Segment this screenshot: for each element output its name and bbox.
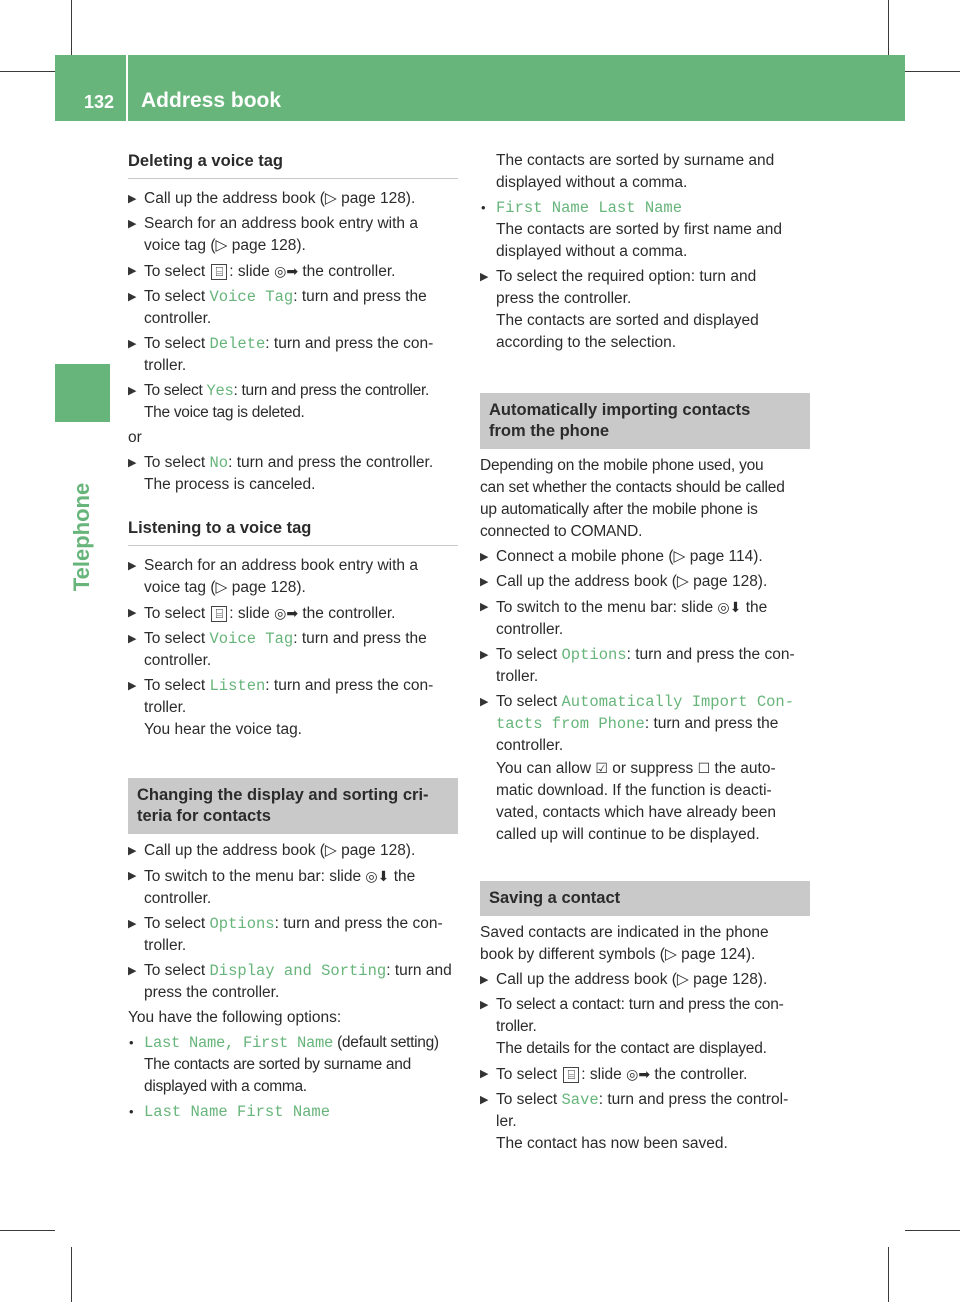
step: ▶ To select ⌸ : slide ◎➡ the controller. (128, 602, 458, 625)
step-arrow-icon: ▶ (128, 918, 137, 930)
down-arrow-icon: ⬇ (729, 599, 742, 615)
step: ▶ To select Voice Tag: turn and press the controller. (128, 288, 427, 327)
section-heading-box: Saving a contact (480, 881, 810, 916)
checkbox-empty-icon: ☐ (697, 760, 711, 776)
step: ▶ To select Listen: turn and press the con- troller. You hear the voice tag. (128, 677, 434, 738)
step-arrow-icon: ▶ (128, 560, 137, 572)
menu-item-code: Options (209, 915, 275, 933)
step: ▶ To switch to the menu bar: slide ◎⬇ the controller. (128, 865, 458, 910)
address-book-icon: ⌸ (211, 264, 227, 280)
bullet-icon: • (481, 200, 486, 215)
menu-item-code: Yes (206, 382, 234, 400)
step-arrow-icon: ▶ (128, 607, 137, 619)
section-heading: Deleting a voice tag (128, 150, 458, 179)
paragraph: Saved contacts are indicated in the phone book by different symbols (▷ page 124). (480, 924, 769, 963)
left-column (128, 150, 458, 1126)
step-arrow-icon: ▶ (128, 633, 137, 645)
menu-item-code: Voice Tag (209, 630, 294, 648)
side-tab (55, 364, 110, 422)
bullet-icon: • (129, 1104, 134, 1119)
options-intro: You have the following options: (128, 1009, 342, 1026)
menu-item-code: Last Name First Name (144, 1103, 331, 1121)
step: ▶ To select ⌸ : slide ◎➡ the controller. (128, 260, 458, 283)
menu-item-code: tacts from Phone (496, 715, 645, 733)
step-arrow-icon: ▶ (128, 870, 137, 882)
or-text: or (128, 429, 142, 446)
controller-icon: ◎ (274, 605, 287, 621)
step-arrow-icon: ▶ (128, 845, 137, 857)
step-arrow-icon: ▶ (128, 457, 137, 469)
right-column (480, 150, 810, 1158)
option-item (128, 1101, 458, 1123)
menu-item-code: First Name Last Name (496, 199, 683, 217)
menu-item-code: Voice Tag (209, 288, 294, 306)
controller-icon: ◎ (717, 599, 730, 615)
menu-item-code: Last Name, First Name (144, 1034, 334, 1052)
paragraph: The contacts are sorted by surname and displayed without a comma. (496, 152, 775, 191)
step-arrow-icon: ▶ (128, 291, 137, 303)
crop-mark (888, 1247, 889, 1302)
option-item: • Last Name, First Name (default setting) The contacts are sorted by surname and displayed with a comma. (129, 1034, 439, 1095)
step: ▶ Connect a mobile phone (▷ page 114). (480, 546, 810, 568)
step-arrow-icon: ▶ (480, 1094, 489, 1106)
step-arrow-icon: ▶ (480, 999, 489, 1011)
section-heading: Listening to a voice tag (128, 517, 458, 546)
crop-mark (888, 0, 889, 55)
step: ▶ Call up the address book (▷ page 128). (128, 840, 458, 862)
controller-icon: ◎ (365, 868, 378, 884)
step: ▶ To select Options: turn and press the con- troller. (480, 646, 795, 685)
menu-item-code: No (209, 454, 229, 472)
step: ▶ To select Save: turn and press the control- ler. The contact has now been saved. (480, 1091, 789, 1152)
paragraph: Depending on the mobile phone used, you can set whether the contacts should be called up automatically after the mobile phone is connected to COMAND. (480, 457, 785, 540)
step-arrow-icon: ▶ (480, 601, 489, 613)
step-arrow-icon: ▶ (128, 680, 137, 692)
menu-item-code: Options (561, 646, 627, 664)
crop-mark (71, 1247, 72, 1302)
step: ▶ To select Options: turn and press the con- troller. (128, 915, 443, 954)
address-book-icon: ⌸ (211, 606, 227, 622)
address-book-icon: ⌸ (563, 1067, 579, 1083)
right-arrow-icon: ➡ (286, 263, 299, 279)
section-side-label: Telephone (69, 482, 94, 592)
step: ▶ To select Voice Tag: turn and press the controller. (128, 630, 427, 669)
crop-mark (905, 1230, 960, 1231)
controller-icon: ◎ (626, 1066, 639, 1082)
step: ▶ To select ⌸ : slide ◎➡ the controller. (480, 1063, 810, 1086)
step: ▶ Call up the address book (▷ page 128). (480, 571, 810, 593)
option-item: • First Name Last Name The contacts are sorted by first name and displayed without a comma. (481, 199, 783, 260)
section-heading-box: Automatically importing contacts from the phone (480, 393, 810, 449)
crop-mark (905, 71, 960, 72)
step: ▶ To select Delete: turn and press the con- troller. (128, 335, 434, 374)
menu-item-code: Display and Sorting (209, 962, 387, 980)
crop-mark (0, 71, 55, 72)
crop-mark (71, 0, 72, 55)
crop-mark (0, 1230, 55, 1231)
checkbox-checked-icon: ☑ (595, 760, 608, 776)
right-arrow-icon: ➡ (638, 1066, 651, 1082)
step-arrow-icon: ▶ (128, 385, 137, 397)
menu-item-code: Delete (209, 335, 266, 353)
step: ▶ Call up the address book (▷ page 128). (480, 969, 810, 991)
step-arrow-icon: ▶ (128, 193, 137, 205)
step: ▶ Search for an address book entry with a voice tag (▷ page 128). (128, 215, 418, 254)
step: ▶ To select No: turn and press the controller. The process is canceled. (128, 454, 434, 493)
step-arrow-icon: ▶ (128, 965, 137, 977)
section-heading-box: Changing the display and sorting cri- teria for contacts (128, 778, 458, 834)
menu-item-code: Automatically Import Con‐ (561, 693, 795, 711)
page-title: Address book (141, 89, 282, 112)
page-number: 132 (84, 92, 115, 112)
step: ▶ To select Automatically Import Con‐ tacts from Phone: turn and press the controller. You can allow ☑ or suppress ☐ the auto- matic download. If the function is deacti- vated, contacts which have already been called up will continue to be displayed. (480, 693, 795, 843)
menu-item-code: Listen (209, 677, 266, 695)
right-arrow-icon: ➡ (286, 605, 299, 621)
step-arrow-icon: ▶ (480, 576, 489, 588)
step-arrow-icon: ▶ (480, 1068, 489, 1080)
step-arrow-icon: ▶ (480, 271, 489, 283)
step-arrow-icon: ▶ (128, 218, 137, 230)
step: ▶ To select Yes: turn and press the controller. The voice tag is deleted. (128, 382, 429, 421)
bullet-icon: • (129, 1035, 134, 1050)
step: ▶ To switch to the menu bar: slide ◎⬇ the controller. (480, 596, 810, 641)
step-arrow-icon: ▶ (480, 974, 489, 986)
step: ▶ To select the required option: turn and press the controller. The contacts are sorted and displayed according to the selection. (480, 268, 759, 351)
down-arrow-icon: ⬇ (377, 868, 390, 884)
step: ▶ Search for an address book entry with a voice tag (▷ page 128). (128, 557, 418, 596)
step-arrow-icon: ▶ (128, 338, 137, 350)
step-arrow-icon: ▶ (480, 696, 489, 708)
step: ▶ To select Display and Sorting: turn and press the controller. (128, 962, 452, 1001)
header-divider (126, 55, 128, 121)
menu-item-code: Save (561, 1091, 599, 1109)
step-arrow-icon: ▶ (480, 551, 489, 563)
step: ▶ Call up the address book (▷ page 128). (128, 188, 458, 210)
step: ▶ To select a contact: turn and press the con- troller. The details for the contact are displayed. (480, 996, 784, 1057)
step-arrow-icon: ▶ (128, 265, 137, 277)
step-arrow-icon: ▶ (480, 649, 489, 661)
controller-icon: ◎ (274, 263, 287, 279)
